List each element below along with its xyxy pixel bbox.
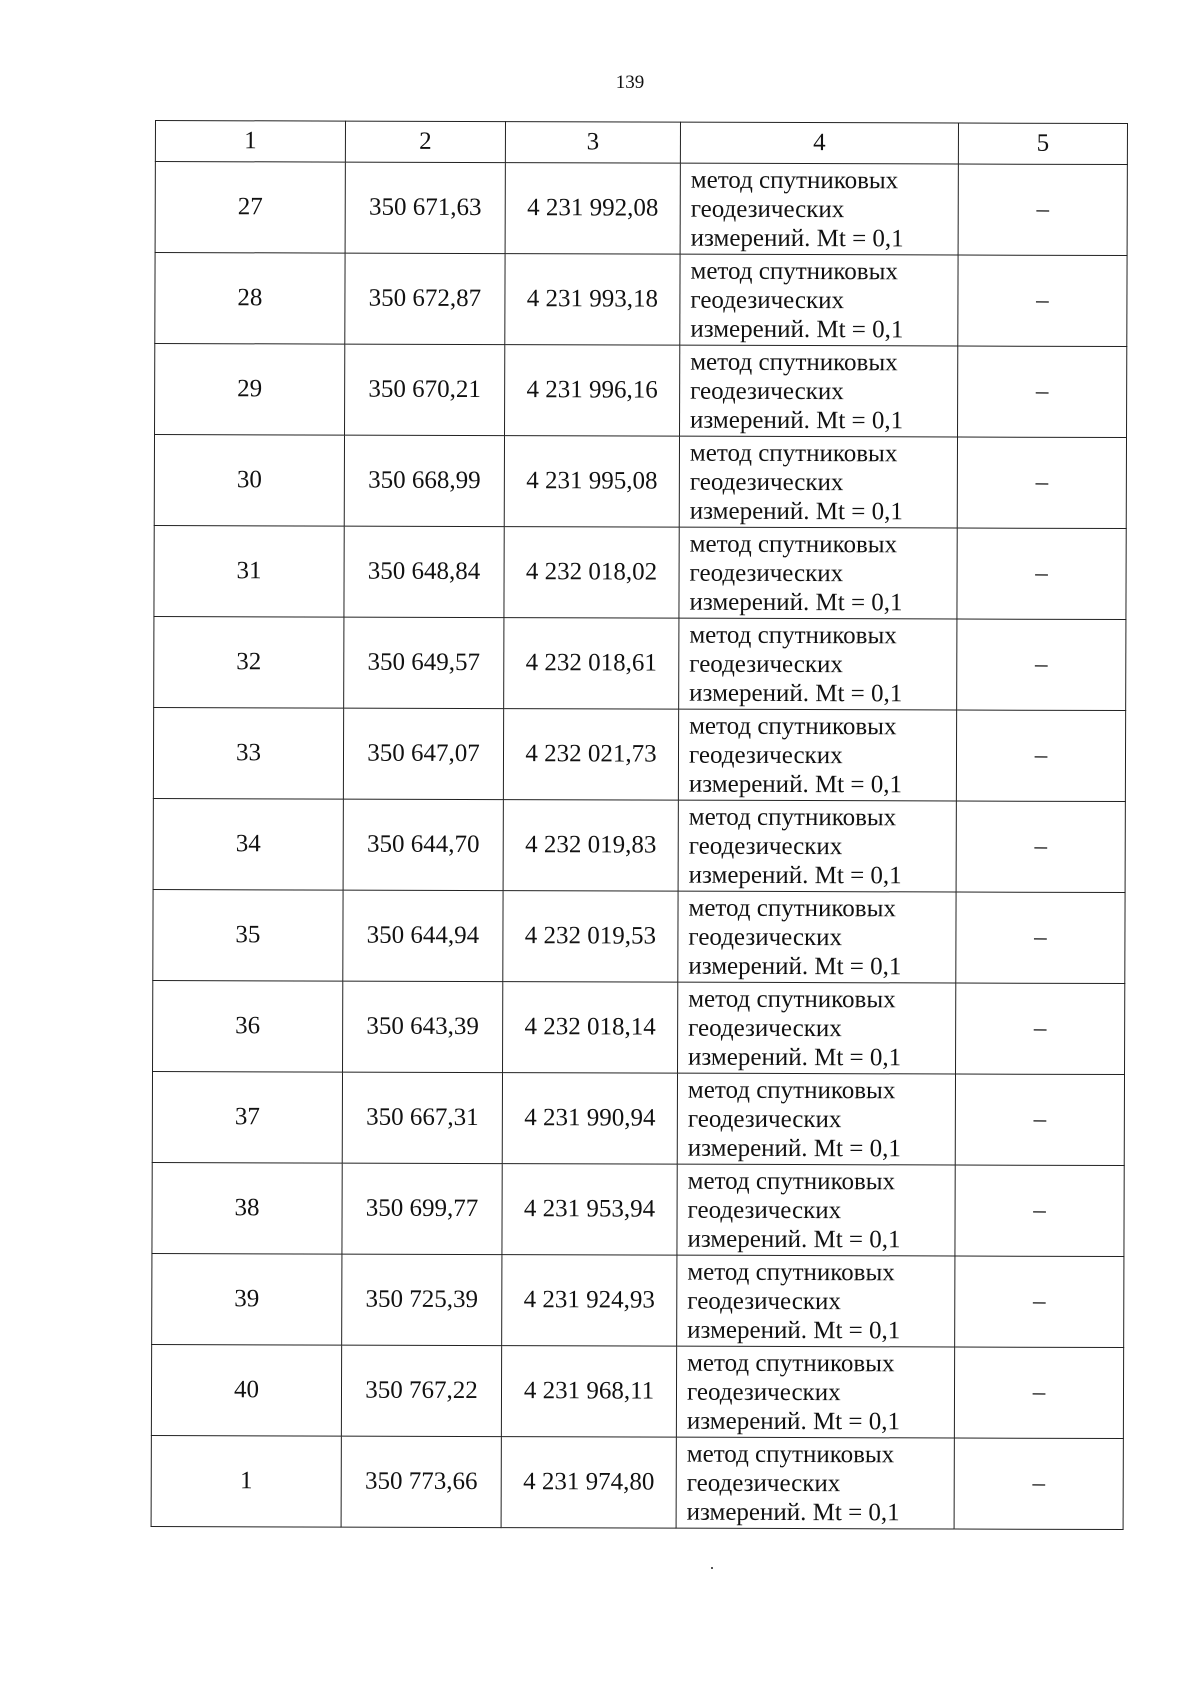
y-coordinate-cell: 4 231 992,08 xyxy=(505,163,680,255)
x-coordinate-cell: 350 644,94 xyxy=(343,890,503,982)
method-text-line-2: геодезических xyxy=(689,559,844,587)
point-number-cell: 33 xyxy=(153,707,343,799)
method-text-line-2: геодезических xyxy=(690,377,844,405)
method-text-line-1: метод спутниковых xyxy=(689,621,897,649)
x-coordinate-cell: 350 648,84 xyxy=(344,526,504,618)
point-number-cell: 32 xyxy=(154,616,344,708)
method-cell xyxy=(680,163,958,255)
note-cell: – xyxy=(954,1438,1123,1530)
y-coordinate-cell: 4 231 996,16 xyxy=(505,345,680,437)
x-coordinate-cell: 350 667,31 xyxy=(342,1072,502,1164)
method-text-line-1: метод спутниковых xyxy=(690,348,898,376)
x-coordinate-cell: 350 644,70 xyxy=(343,799,503,891)
table-header-row xyxy=(155,121,1127,165)
method-cell xyxy=(678,709,956,801)
point-number-cell: 28 xyxy=(155,253,345,345)
method-text-line-3: измерений. Mt = 0,1 xyxy=(686,1407,901,1435)
point-number-cell: 29 xyxy=(155,344,345,436)
table-row xyxy=(151,1344,1123,1438)
table-row xyxy=(155,253,1127,347)
y-coordinate-cell: 4 231 995,08 xyxy=(504,436,679,528)
note-cell: – xyxy=(958,164,1127,256)
header-col-4: 4 xyxy=(680,122,958,164)
point-number-cell: 1 xyxy=(151,1435,341,1527)
method-text-line-2: геодезических xyxy=(687,1105,842,1133)
y-coordinate-cell: 4 232 018,14 xyxy=(503,982,678,1074)
method-text-line-1: метод спутниковых xyxy=(689,712,897,740)
method-text-line-3: измерений. Mt = 0,1 xyxy=(690,315,904,343)
method-text-line-3: измерений. Mt = 0,1 xyxy=(688,952,902,980)
table-row xyxy=(153,980,1125,1074)
table-row xyxy=(153,707,1125,801)
table-row xyxy=(153,798,1125,892)
x-coordinate-cell: 350 773,66 xyxy=(341,1436,501,1528)
y-coordinate-cell: 4 232 021,73 xyxy=(503,709,678,801)
method-text-line-3: измерений. Mt = 0,1 xyxy=(688,770,903,798)
header-col-2: 2 xyxy=(345,121,505,163)
note-cell: – xyxy=(955,1256,1124,1348)
method-text-line-3: измерений. Mt = 0,1 xyxy=(686,1498,900,1526)
table-body xyxy=(151,162,1127,1530)
y-coordinate-cell: 4 231 953,94 xyxy=(502,1164,677,1256)
y-coordinate-cell: 4 231 924,93 xyxy=(502,1255,677,1347)
method-text-line-1: метод спутниковых xyxy=(689,439,898,467)
method-text-line-1: метод спутниковых xyxy=(690,166,899,194)
point-number-cell: 35 xyxy=(153,889,343,981)
coordinates-table xyxy=(151,120,1128,1530)
method-text-line-1: метод спутниковых xyxy=(687,1258,895,1286)
y-coordinate-cell: 4 232 019,83 xyxy=(503,800,678,892)
method-cell xyxy=(679,618,957,710)
table-row xyxy=(155,344,1127,438)
table-row xyxy=(154,616,1126,710)
y-coordinate-cell: 4 232 019,53 xyxy=(503,891,678,983)
header-col-3: 3 xyxy=(505,122,680,164)
method-text-line-1: метод спутниковых xyxy=(688,803,897,831)
method-cell xyxy=(676,1346,954,1438)
x-coordinate-cell: 350 672,87 xyxy=(345,253,505,345)
method-cell xyxy=(680,345,958,437)
method-cell xyxy=(677,1073,955,1165)
note-cell: – xyxy=(958,346,1127,438)
method-cell xyxy=(677,1164,955,1256)
method-cell xyxy=(678,800,956,892)
y-coordinate-cell: 4 232 018,61 xyxy=(504,618,679,710)
x-coordinate-cell: 350 649,57 xyxy=(344,617,504,709)
method-text-line-1: метод спутниковых xyxy=(689,530,898,558)
method-text-line-2: геодезических xyxy=(689,650,843,678)
table-row xyxy=(152,1253,1124,1347)
method-text-line-2: геодезических xyxy=(686,1378,841,1406)
method-text-line-2: геодезических xyxy=(688,832,843,860)
method-text-line-2: геодезических xyxy=(690,195,845,223)
method-text-line-1: метод спутниковых xyxy=(687,1349,895,1377)
x-coordinate-cell: 350 699,77 xyxy=(342,1163,502,1255)
method-text-line-1: метод спутниковых xyxy=(686,1440,895,1468)
method-text-line-2: геодезических xyxy=(688,1014,842,1042)
table-row xyxy=(155,162,1127,256)
x-coordinate-cell: 350 671,63 xyxy=(345,162,505,254)
method-text-line-2: геодезических xyxy=(689,468,844,496)
method-text-line-2: геодезических xyxy=(687,1196,842,1224)
method-text-line-3: измерений. Mt = 0,1 xyxy=(687,1225,901,1253)
method-cell xyxy=(679,527,957,619)
method-text-line-3: измерений. Mt = 0,1 xyxy=(688,1043,902,1071)
note-cell: – xyxy=(958,255,1127,347)
x-coordinate-cell: 350 647,07 xyxy=(343,708,503,800)
method-text-line-1: метод спутниковых xyxy=(690,257,898,285)
y-coordinate-cell: 4 231 974,80 xyxy=(501,1437,676,1529)
y-coordinate-cell: 4 231 968,11 xyxy=(501,1346,676,1438)
point-number-cell: 36 xyxy=(153,980,343,1072)
note-cell: – xyxy=(956,983,1125,1075)
note-cell: – xyxy=(956,710,1125,802)
table-row xyxy=(154,525,1126,619)
method-text-line-1: метод спутниковых xyxy=(688,894,896,922)
method-text-line-1: метод спутниковых xyxy=(687,1167,896,1195)
method-text-line-3: измерений. Mt = 0,1 xyxy=(690,224,904,252)
method-text-line-3: измерений. Mt = 0,1 xyxy=(689,679,903,707)
point-number-cell: 30 xyxy=(154,435,344,527)
method-cell xyxy=(678,891,956,983)
note-cell: – xyxy=(956,892,1125,984)
method-cell xyxy=(676,1437,954,1529)
point-number-cell: 39 xyxy=(152,1253,342,1345)
point-number-cell: 38 xyxy=(152,1162,342,1254)
page-number: 139 xyxy=(615,72,645,93)
point-number-cell: 31 xyxy=(154,525,344,617)
method-text-line-3: измерений. Mt = 0,1 xyxy=(690,406,904,434)
scan-speck xyxy=(711,1567,713,1569)
note-cell: – xyxy=(957,528,1126,620)
method-text-line-2: геодезических xyxy=(688,923,843,951)
method-text-line-2: геодезических xyxy=(687,1287,841,1315)
method-cell xyxy=(680,254,958,346)
header-col-1: 1 xyxy=(155,121,345,163)
x-coordinate-cell: 350 725,39 xyxy=(342,1254,502,1346)
y-coordinate-cell: 4 231 993,18 xyxy=(505,254,680,346)
method-text-line-2: геодезических xyxy=(688,741,843,769)
table-row xyxy=(152,1162,1124,1256)
point-number-cell: 40 xyxy=(151,1344,341,1436)
y-coordinate-cell: 4 231 990,94 xyxy=(502,1073,677,1165)
header-col-5: 5 xyxy=(958,123,1127,165)
table-row xyxy=(153,889,1125,983)
point-number-cell: 27 xyxy=(155,162,345,254)
point-number-cell: 37 xyxy=(152,1071,342,1163)
note-cell: – xyxy=(957,619,1126,711)
note-cell: – xyxy=(957,437,1126,529)
method-cell xyxy=(677,1255,955,1347)
method-text-line-3: измерений. Mt = 0,1 xyxy=(687,1134,901,1162)
method-text-line-1: метод спутниковых xyxy=(688,985,896,1013)
method-text-line-3: измерений. Mt = 0,1 xyxy=(689,588,903,616)
note-cell: – xyxy=(955,1074,1124,1166)
note-cell: – xyxy=(955,1165,1124,1257)
method-text-line-2: геодезических xyxy=(690,286,845,314)
x-coordinate-cell: 350 668,99 xyxy=(344,435,504,527)
method-text-line-2: геодезических xyxy=(686,1469,841,1497)
x-coordinate-cell: 350 670,21 xyxy=(345,344,505,436)
table-row xyxy=(152,1071,1124,1165)
point-number-cell: 34 xyxy=(153,798,343,890)
method-cell xyxy=(678,982,956,1074)
table-row xyxy=(151,1435,1123,1529)
x-coordinate-cell: 350 643,39 xyxy=(343,981,503,1073)
table-row xyxy=(154,435,1126,529)
x-coordinate-cell: 350 767,22 xyxy=(341,1345,501,1437)
note-cell: – xyxy=(954,1347,1123,1439)
y-coordinate-cell: 4 232 018,02 xyxy=(504,527,679,619)
method-cell xyxy=(679,436,957,528)
method-text-line-3: измерений. Mt = 0,1 xyxy=(688,861,902,889)
method-text-line-1: метод спутниковых xyxy=(687,1076,896,1104)
note-cell: – xyxy=(956,801,1125,893)
method-text-line-3: измерений. Mt = 0,1 xyxy=(687,1316,901,1344)
method-text-line-3: измерений. Mt = 0,1 xyxy=(689,497,903,525)
